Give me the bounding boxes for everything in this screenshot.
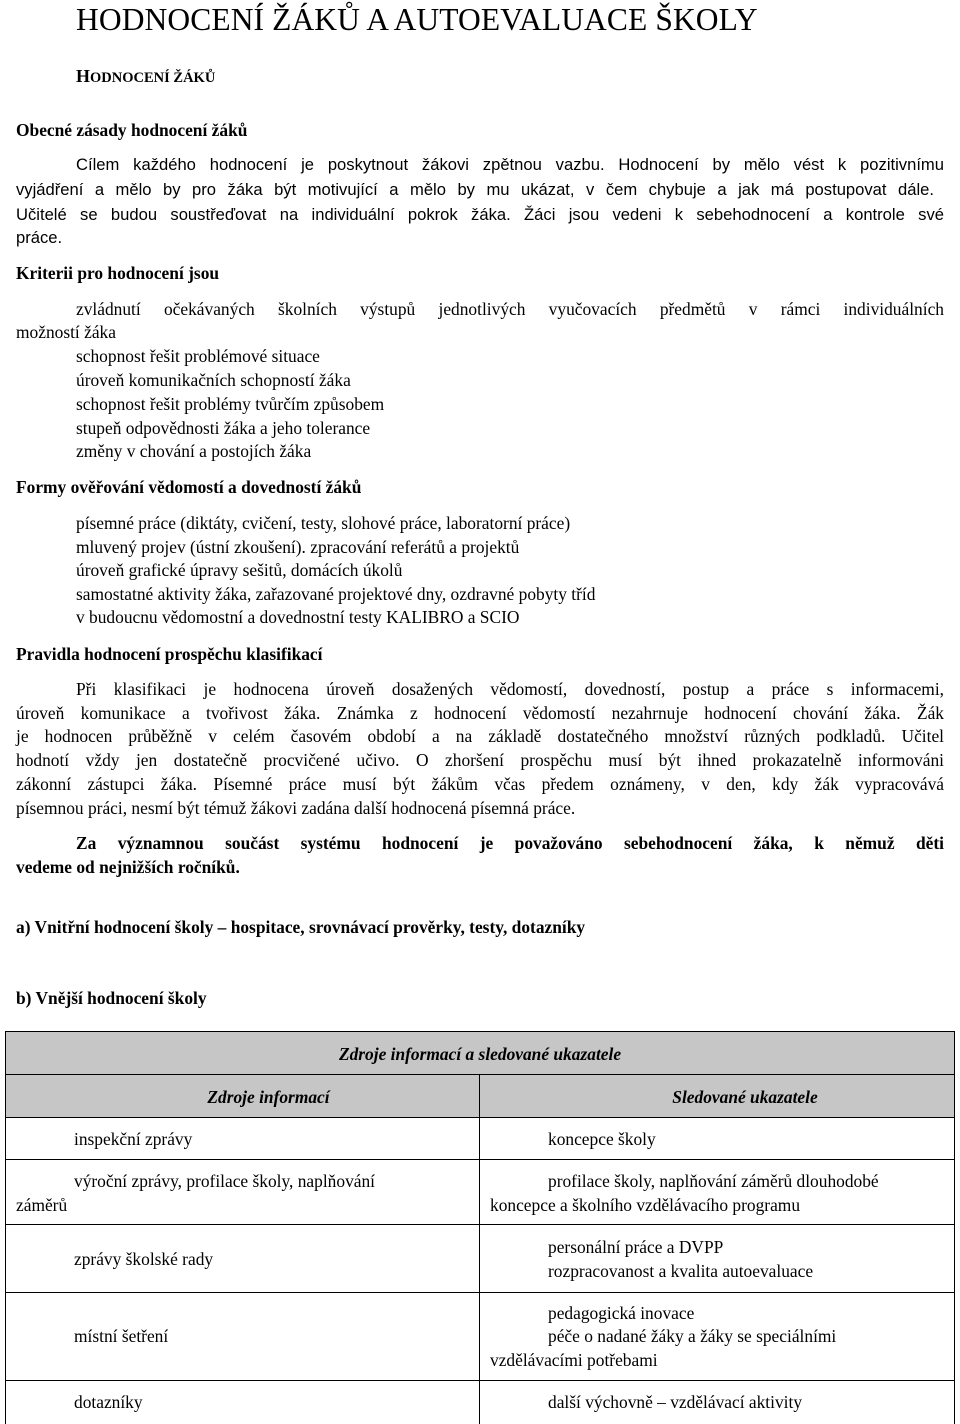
table-rule: [5, 1074, 955, 1075]
criteria-item: změny v chování a postojích žáka: [76, 441, 312, 461]
table-rule: [5, 1292, 955, 1293]
table-cell-indicator: personální práce a DVPP: [548, 1237, 724, 1257]
criteria-item: zvládnutí očekávaných školních výstupů jednotlivých vyučovacích předmětů v rámci individuálních: [76, 299, 944, 319]
table-cell-source: zprávy školské rady: [74, 1249, 214, 1269]
paragraph-line: Cílem každého hodnocení je poskytnout žákovi zpětnou vazbu. Hodnocení by mělo vést k pozitivnímu: [76, 155, 944, 174]
table-rule: [5, 1159, 955, 1160]
emphasis-line: Za významnou součást systému hodnocení je považováno sebehodnocení žáka, k němuž děti: [76, 833, 944, 853]
heading-rules: Pravidla hodnocení prospěchu klasifikací: [16, 644, 323, 664]
heading-forms: Formy ověřování vědomostí a dovedností žáků: [16, 477, 362, 497]
form-item: samostatné aktivity žáka, zařazované projektové dny, ozdravné pobyty tříd: [76, 584, 596, 604]
form-item: v budoucnu vědomostní a dovednostní testy KALIBRO a SCIO: [76, 607, 520, 627]
paragraph-line: zákonní zástupci žáka. Písemné práce musí být žákům včas předem oznámeny, v den, kdy žák vypracovává: [16, 774, 944, 794]
paragraph-line: Při klasifikaci je hodnocena úroveň dosažených vědomostí, dovedností, postup a práce s informacemi,: [76, 679, 944, 699]
table-cell-source: záměrů: [16, 1195, 68, 1215]
table-cell-indicator: koncepce a školního vzdělávacího programu: [490, 1195, 801, 1215]
form-item: písemné práce (diktáty, cvičení, testy, slohové práce, laboratorní práce): [76, 513, 571, 533]
criteria-item: schopnost řešit problémové situace: [76, 346, 320, 366]
heading-external-evaluation: b) Vnější hodnocení školy: [16, 988, 207, 1008]
table-cell-source: inspekční zprávy: [74, 1129, 193, 1149]
form-item: úroveň grafické úpravy sešitů, domácích úkolů: [76, 560, 403, 580]
table-cell-indicator: péče o nadané žáky a žáky se speciálními: [548, 1326, 837, 1346]
table-cell-indicator: pedagogická inovace: [548, 1303, 695, 1323]
table-column-divider: [479, 1074, 480, 1424]
section-title: [76, 66, 215, 87]
table-rule: [5, 1117, 955, 1118]
heading-criteria: Kriterii pro hodnocení jsou: [16, 263, 220, 283]
heading-internal-evaluation: a) Vnitřní hodnocení školy – hospitace, srovnávací prověrky, testy, dotazníky: [16, 917, 586, 937]
table-cell-source: výroční zprávy, profilace školy, naplňování: [74, 1171, 376, 1191]
paragraph-line: úroveň komunikace a tvořivost žáka. Známka z hodnocení vědomostí nezahrnuje hodnocení chování žáka. Žák: [16, 703, 944, 723]
paragraph-line: je hodnocen průběžně v celém časovém období a na základě dostatečného množství různých podkladů. Učitel: [16, 726, 944, 746]
paragraph-line: Učitelé se budou soustřeďovat na individuální pokrok žáka. Žáci jsou vedeni k sebehodnocení a kontrole své: [16, 205, 944, 224]
criteria-item: schopnost řešit problémy tvůrčím způsobem: [76, 394, 385, 414]
table-rule: [5, 1224, 955, 1225]
paragraph-line: písemnou práci, nesmí být témuž žákovi zadána další hodnocená písemná práce.: [16, 798, 576, 818]
column-header-indicators: Sledované ukazatele: [672, 1087, 818, 1107]
page-title: HODNOCENÍ ŽÁKŮ A AUTOEVALUACE ŠKOLY: [76, 2, 758, 37]
column-header-sources: Zdroje informací: [207, 1087, 330, 1107]
table-caption: Zdroje informací a sledované ukazatele: [338, 1044, 622, 1064]
table-cell-source: místní šetření: [74, 1326, 169, 1346]
emphasis-line: vedeme od nejnižších ročníků.: [16, 857, 240, 877]
criteria-item-cont: možností žáka: [16, 322, 116, 342]
table-cell-indicator: profilace školy, naplňování záměrů dlouhodobé: [548, 1171, 879, 1191]
table-cell-indicator: rozpracovanost a kvalita autoevaluace: [548, 1261, 814, 1281]
criteria-item: úroveň komunikačních schopností žáka: [76, 370, 351, 390]
criteria-item: stupeň odpovědnosti žáka a jeho tolerance: [76, 418, 371, 438]
table-cell-source: dotazníky: [74, 1392, 143, 1412]
section-title-rest: ODNOCENÍ ŽÁKŮ: [90, 70, 216, 86]
table-cell-indicator: koncepce školy: [548, 1129, 656, 1149]
heading-general-principles: Obecné zásady hodnocení žáků: [16, 120, 248, 140]
paragraph-line: vyjádření a mělo by pro žáka být motivující a mělo by mu ukázat, v čem chybuje a jak má postupovat dále.: [16, 180, 934, 199]
paragraph-line: práce.: [16, 228, 63, 247]
form-item: mluvený projev (ústní zkoušení). zpracování referátů a projektů: [76, 537, 520, 557]
section-title-first: H: [76, 66, 91, 86]
table-cell-indicator: další výchovně – vzdělávací aktivity: [548, 1392, 803, 1412]
paragraph-line: hodnotí vždy jen dostatečně procvičené učivo. O zhoršení prospěchu musí být ihned prokazatelně informováni: [16, 750, 944, 770]
table-cell-indicator: vzdělávacími potřebami: [490, 1350, 658, 1370]
table-rule: [5, 1380, 955, 1381]
